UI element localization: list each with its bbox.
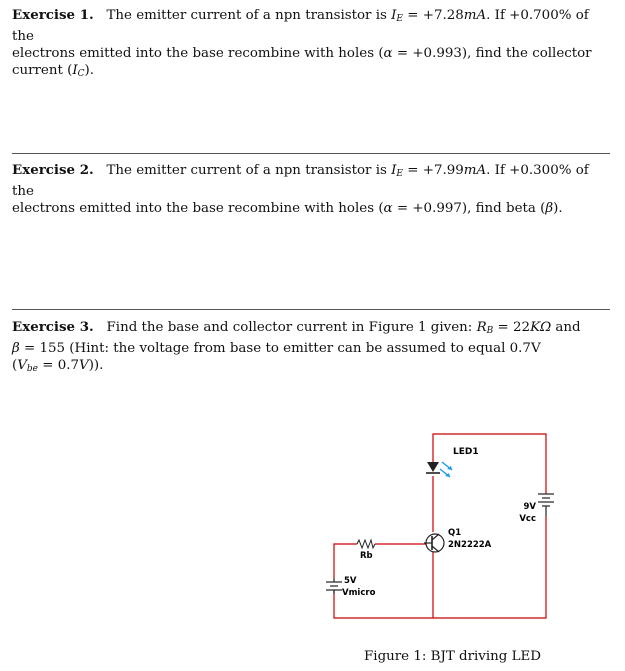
exercise-2-text-c: electrons emitted into the base recombine with holes ( <box>12 201 384 216</box>
led-light-arrows <box>440 462 452 477</box>
exercise-1-ie-symbol: I <box>391 8 397 23</box>
exercise-2-ie-symbol: I <box>391 163 397 178</box>
exercise-2-alpha: α <box>383 201 393 216</box>
figure-caption: Figure 1: BJT driving LED <box>364 649 541 664</box>
exercise-3-beta: β <box>12 341 20 356</box>
divider-2 <box>12 309 610 310</box>
led-symbol <box>426 462 452 477</box>
exercise-3-rb-sub: B <box>486 326 494 336</box>
exercise-3 <box>12 319 612 378</box>
exercise-2-ie-value: = +7.99 <box>403 163 464 178</box>
exercise-2-text-a: The emitter current of a npn transistor is <box>106 163 392 178</box>
exercise-3-vbe-sub: be <box>26 364 38 374</box>
exercise-1-ic-symbol: I <box>72 63 78 78</box>
exercise-1-text-b: . If +0.700% of the <box>12 8 589 44</box>
exercise-1-text-d: = +0.993), find the collector <box>392 46 592 61</box>
exercise-1-line-2 <box>12 45 612 62</box>
exercise-1-ie-value: = +7.28 <box>403 8 464 23</box>
exercise-2-line-2 <box>12 200 612 217</box>
exercise-1-text-e: current ( <box>12 63 73 78</box>
exercise-2-text-b: . If +0.300% of the <box>12 163 589 199</box>
transistor-symbol <box>424 534 444 552</box>
exercise-2-text-e: ). <box>553 201 563 216</box>
exercise-1-text-f: ). <box>84 63 95 78</box>
transistor-part: 2N2222A <box>448 540 492 550</box>
exercise-3-vbe-unit: V <box>79 358 89 373</box>
exercise-1 <box>12 7 612 83</box>
exercise-1-line-3 <box>12 62 612 83</box>
exercise-3-vbe-symbol: V <box>17 358 27 373</box>
divider-1 <box>12 153 610 154</box>
exercise-2-line-1 <box>12 162 612 200</box>
exercise-3-label: Exercise 3. <box>12 319 94 335</box>
wire-vcc-ground <box>334 516 546 618</box>
exercise-2-beta: β <box>545 201 554 216</box>
vmicro-battery-symbol <box>326 578 342 594</box>
circuit-diagram <box>320 412 560 636</box>
vcc-value: 9V <box>523 502 536 512</box>
exercise-2-text-d: = +0.997), find beta ( <box>392 201 546 216</box>
wire-top-loop <box>433 434 546 494</box>
exercise-1-text-c: electrons emitted into the base recombine with holes ( <box>12 46 384 61</box>
led-label: LED1 <box>453 447 479 457</box>
exercise-1-ic-sub: C <box>77 69 85 79</box>
exercise-3-rb-value: = 22 <box>493 320 531 335</box>
exercise-1-alpha: α <box>383 46 393 61</box>
vcc-label: Vcc <box>519 514 536 524</box>
exercise-3-line-3 <box>12 357 612 378</box>
exercise-2 <box>12 162 612 217</box>
transistor-label: Q1 <box>448 528 462 538</box>
exercise-1-text-a: The emitter current of a npn transistor is <box>106 8 392 23</box>
exercise-3-line-2 <box>12 340 612 357</box>
exercise-2-label: Exercise 2. <box>12 162 94 178</box>
wire-base <box>334 544 357 578</box>
exercise-2-ie-unit: mA <box>463 163 487 178</box>
exercise-1-line-1 <box>12 7 612 45</box>
exercise-2-ie-sub: E <box>396 169 403 179</box>
exercise-3-text-a: Find the base and collector current in Figure 1 given: <box>106 320 477 335</box>
exercise-1-label: Exercise 1. <box>12 7 94 23</box>
resistor-rb-label: Rb <box>360 551 373 561</box>
vmicro-label: Vmicro <box>342 588 376 598</box>
exercise-3-text-e: = 0.7 <box>38 358 80 373</box>
exercise-3-rb-symbol: R <box>476 320 487 335</box>
exercise-3-rb-unit: KΩ <box>530 320 552 335</box>
exercise-1-ie-sub: E <box>396 14 403 24</box>
vcc-battery-symbol <box>538 494 554 516</box>
resistor-rb-symbol <box>357 540 375 548</box>
exercise-1-ie-unit: mA <box>463 8 487 23</box>
exercise-3-text-d: ( <box>12 358 18 373</box>
exercise-3-text-f: )). <box>88 358 104 373</box>
exercise-3-text-b: and <box>551 320 581 335</box>
vmicro-value: 5V <box>344 576 357 586</box>
exercise-3-line-1 <box>12 319 612 340</box>
exercise-3-text-c: = 155 (Hint: the voltage from base to emitter can be assumed to equal 0.7V <box>19 341 541 356</box>
